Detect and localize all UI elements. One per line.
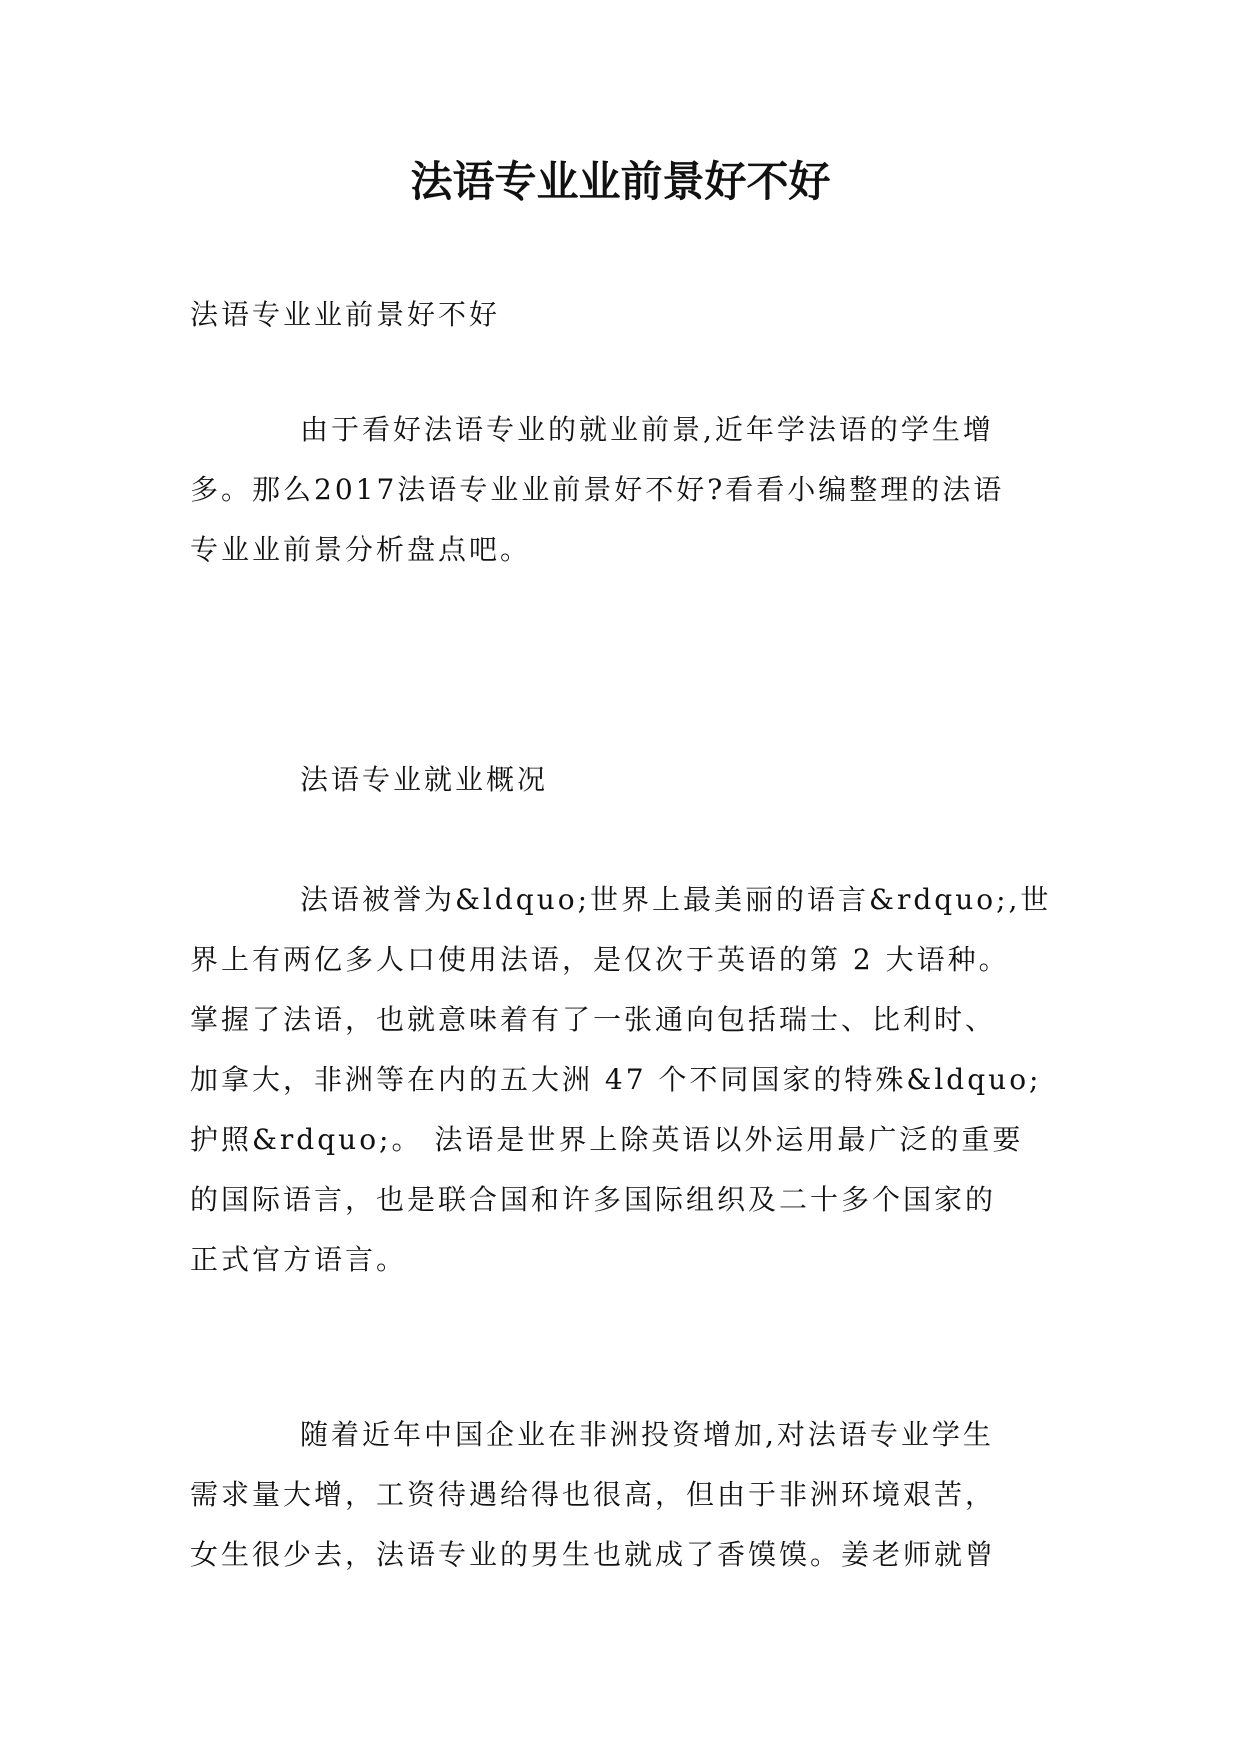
paragraph-3-line-2: 需求量大增，工资待遇给得也很高，但由于非洲环境艰苦， [190, 1478, 997, 1511]
paragraph-1-line-2: 多。那么2017法语专业业前景好不好?看看小编整理的法语 [190, 473, 1005, 506]
paragraph-3-line-1: 随着近年中国企业在非洲投资增加,对法语专业学生 [300, 1418, 994, 1451]
paragraph-2-line-1: 法语被誉为&ldquo;世界上最美丽的语言&rdquo;,世 [300, 883, 1052, 916]
paragraph-1-line-3: 专业业前景分析盘点吧。 [190, 533, 532, 566]
paragraph-1-line-1: 由于看好法语专业的就业前景,近年学法语的学生增 [300, 413, 994, 446]
paragraph-3-line-3: 女生很少去，法语专业的男生也就成了香馍馍。姜老师就曾 [190, 1538, 997, 1571]
document-subtitle: 法语专业业前景好不好 [190, 298, 501, 331]
paragraph-2-line-6: 的国际语言，也是联合国和许多国际组织及二十多个国家的 [190, 1183, 997, 1216]
paragraph-2-line-7: 正式官方语言。 [190, 1243, 408, 1276]
paragraph-2-line-5: 护照&rdquo;。 法语是世界上除英语以外运用最广泛的重要 [190, 1123, 1024, 1156]
paragraph-2-line-2: 界上有两亿多人口使用法语，是仅次于英语的第 2 大语种。 [190, 943, 1010, 976]
paragraph-2-line-4: 加拿大，非洲等在内的五大洲 47 个不同国家的特殊&ldquo; [190, 1063, 1042, 1096]
section-heading: 法语专业就业概况 [300, 763, 549, 796]
paragraph-2-line-3: 掌握了法语，也就意味着有了一张通向包括瑞士、比利时、 [190, 1003, 997, 1036]
document-title: 法语专业业前景好不好 [410, 157, 831, 206]
